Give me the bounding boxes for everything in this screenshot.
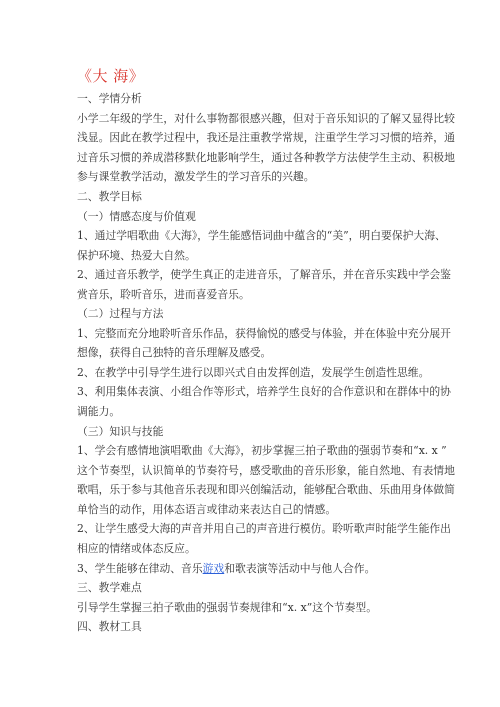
paragraph-line: 1、通过学唱歌曲《大海》，学生能感悟词曲中蕴含的“美”，明白要保护大海、 — [77, 229, 446, 242]
subsection-heading: （三）知识与技能 — [77, 425, 164, 438]
paragraph-line: 想像，获得自己独特的音乐理解及感受。 — [77, 346, 272, 359]
paragraph-line: 这个节奏型，认识简单的节奏符号，感受歌曲的音乐形象，能自然地、有表情地 — [77, 464, 455, 477]
paragraph-line: 3、利用集体表演、小组合作等形式，培养学生良好的合作意识和在群体中的协 — [77, 385, 451, 398]
paragraph-line-with-link — [77, 562, 375, 576]
section-heading: 三、教学难点 — [77, 581, 142, 594]
paragraph-line: 相应的情绪或体态反应。 — [77, 542, 196, 555]
paragraph-line: 歌唱，乐于参与其他音乐表现和即兴创编活动，能够配合歌曲、乐曲用身体做简 — [77, 483, 455, 496]
text-before-link: 3、学生能够在律动、音乐 — [77, 562, 203, 575]
paragraph-line: 保护环境、热爱大自然。 — [77, 249, 196, 262]
paragraph-line: 调能力。 — [77, 405, 121, 418]
paragraph-line: 过音乐习惯的养成潜移默化地影响学生，通过各种教学方法使学生主动、积极地 — [77, 151, 455, 164]
paragraph-line: 参与课堂教学活动，激发学生的学习音乐的兴趣。 — [77, 170, 315, 183]
paragraph-line: 引导学生掌握三拍子歌曲的强弱节奏规律和“x. x”这个节奏型。 — [77, 601, 378, 614]
subsection-heading: （一）情感态度与价值观 — [77, 210, 196, 223]
text-after-link: 和歌表演等活动中与他人合作。 — [224, 562, 376, 575]
paragraph-line: 1、完整而充分地聆听音乐作品，获得愉悦的感受与体验，并在体验中充分展开 — [77, 327, 451, 340]
subsection-heading: （二）过程与方法 — [77, 307, 164, 320]
paragraph-line: 单恰当的动作，用体态语言或律动来表达自己的情感。 — [77, 503, 337, 516]
section-heading: 四、教材工具 — [77, 620, 142, 633]
page-title: 《大 海》 — [77, 67, 145, 85]
paragraph-line: 浅显。因此在教学过程中，我还是注重教学常规，注重学生学习习惯的培养，通 — [77, 131, 455, 144]
paragraph-line: 赏音乐，聆听音乐，进而喜爱音乐。 — [77, 288, 250, 301]
paragraph-line: 1、学会有感情地演唱歌曲《大海》，初步掌握三拍子歌曲的强弱节奏和“x. x ” — [77, 444, 447, 457]
paragraph-line: 2、通过音乐教学，使学生真正的走进音乐，了解音乐，并在音乐实践中学会鉴 — [77, 268, 451, 281]
section-heading: 一、学情分析 — [77, 92, 142, 105]
paragraph-line: 小学二年级的学生，对什么事物都很感兴趣，但对于音乐知识的了解又显得比较 — [77, 112, 455, 125]
game-link[interactable]: 游戏 — [202, 562, 225, 575]
paragraph-line: 2、让学生感受大海的声音并用自己的声音进行模仿。聆听歌声时能学生能作出 — [77, 522, 451, 535]
section-heading: 二、教学目标 — [77, 190, 142, 203]
paragraph-line: 2、在教学中引导学生进行以即兴式自由发挥创造，发展学生创造性思维。 — [77, 366, 430, 379]
